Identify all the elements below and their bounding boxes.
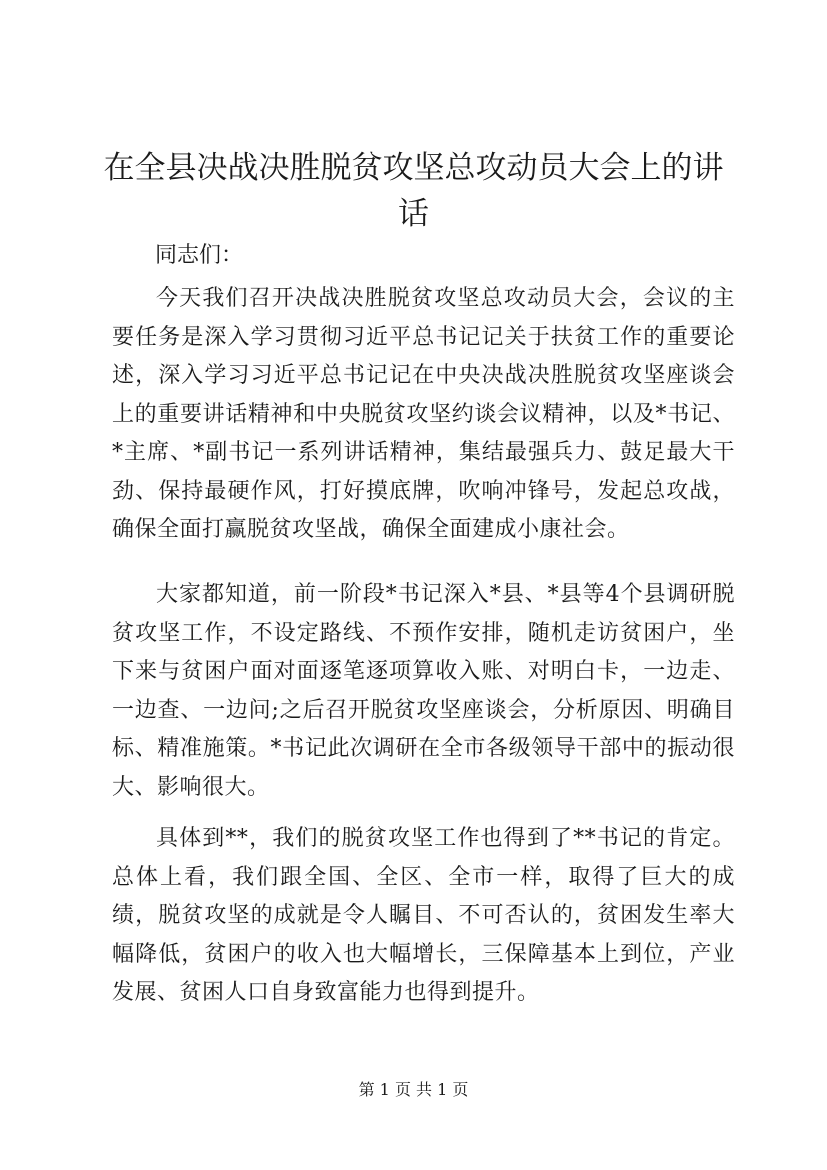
document-title: 在全县决战决胜脱贫攻坚总攻动员大会上的讲话 [103,150,724,232]
salutation: 同志们： [155,243,244,268]
body-paragraph-1: 今天我们召开决战决胜脱贫攻坚总攻动员大会，会议的主要任务是深入学习贯彻习近平总书记记关于扶贫工作的重要论述，深入学习习近平总书记记在中央决战决胜脱贫攻坚座谈会上的重要讲话精神和中央脱贫攻坚约谈会议精神，以及*书记、*主席、*副书记一系列讲话精神，集结最强兵力、鼓足最大干劲、保持最硬作风，打好摸底牌，吹响冲锋号，发起总攻战，确保全面打赢脱贫攻坚战，确保全面建成小康社会。 [112,286,735,542]
body-paragraph-3: 具体到**，我们的脱贫攻坚工作也得到了**书记的肯定。总体上看，我们跟全国、全区、全市一样，取得了巨大的成绩，脱贫攻坚的成就是令人瞩目、不可否认的，贫困发生率大幅降低，贫困户的收入也大幅增长，三保障基本上到位，产业发展、贫困人口自身致富能力也得到提升。 [112,826,735,1005]
body-paragraph-2: 大家都知道，前一阶段*书记深入*县、*县等4个县调研脱贫攻坚工作，不设定路线、不预作安排，随机走访贫困户，坐下来与贫困户面对面逐笔逐项算收入账、对明白卡，一边走、一边查、一边问;之后召开脱贫攻坚座谈会，分析原因、明确目标、精准施策。*书记此次调研在全市各级领导干部中的振动很大、影响很大。 [112,582,735,800]
page-number-footer: 第 1 页 共 1 页 [358,1080,469,1099]
